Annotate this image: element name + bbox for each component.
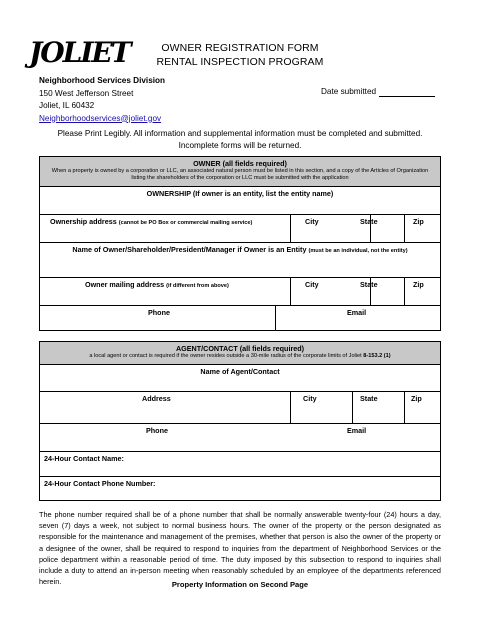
division-street: 150 West Jefferson Street — [39, 88, 134, 98]
agent-section — [39, 341, 441, 501]
agent-header — [40, 342, 440, 365]
ownership-city-label[interactable]: City — [305, 217, 319, 226]
owner-name-row[interactable] — [40, 243, 440, 278]
form-title: OWNER REGISTRATION FORM — [161, 42, 319, 54]
owner-name-label: Name of Owner/Shareholder/President/Manager if Owner is an Entity (must be an individual, not the entity) — [72, 245, 408, 254]
instructions-line2: Incomplete forms will be returned. — [178, 141, 302, 150]
owner-title: OWNER (all fields required) — [193, 159, 287, 168]
contact-phone-label: 24-Hour Contact Phone Number: — [44, 479, 156, 488]
division-name: Neighborhood Services Division — [39, 76, 166, 85]
owner-phone-row — [40, 306, 440, 331]
contact-name-row[interactable] — [40, 452, 440, 477]
division-email-link[interactable]: Neighborhoodservices@joliet.gov — [39, 113, 162, 123]
contact-phone-row[interactable] — [40, 477, 440, 501]
owner-section — [39, 156, 441, 331]
owner-header — [40, 157, 440, 187]
date-submitted-label: Date submitted — [321, 87, 377, 96]
form-subtitle: RENTAL INSPECTION PROGRAM — [156, 56, 324, 68]
owner-email-label[interactable]: Email — [347, 308, 367, 317]
agent-state-label[interactable]: State — [360, 394, 378, 403]
svg-text:JOLIET: JOLIET — [29, 36, 130, 69]
phone-requirement-paragraph: The phone number required shall be of a phone number that shall be normally answerable twenty-four (24) hours a day, seven (7) days a week, not subject to normal business hours. The owner of the property or the person designated as responsible for the maintenance and management of the premises, whether that person is also the owner of the property or a designee of the owner, shall be required to respond to inquiries from the department of Neighborhood Services or the police department within a reasonable period of time. The duty imposed by this subsection to respond to inquiries shall include a duty to attend an in-person meeting when reasonably scheduled by an employee of the departments referenced herein. — [39, 510, 441, 587]
ownership-label: OWNERSHIP (If owner is an entity, list the entity name) — [146, 189, 334, 198]
date-submitted-field[interactable] — [379, 96, 435, 97]
owner-mailing-city-label[interactable]: City — [305, 280, 319, 289]
ownership-address-label[interactable]: Ownership address (cannot be PO Box or commercial mailing service) — [50, 217, 253, 226]
agent-address-label[interactable]: Address — [142, 394, 171, 403]
agent-name-label: Name of Agent/Contact — [200, 367, 280, 376]
agent-name-row[interactable] — [40, 365, 440, 392]
instructions-line1: Please Print Legibly. All information and supplemental information must be completed and submitted. — [57, 129, 423, 138]
owner-note: When a property is owned by a corporation or LLC, an associated natural person must be listed in this section, and a copy of the Articles of Organization listing the shareholders of the corporation or LLC must be submitted with the application — [51, 168, 429, 182]
agent-city-label[interactable]: City — [303, 394, 317, 403]
agent-email-label[interactable]: Email — [347, 426, 367, 435]
division-block — [39, 75, 165, 125]
ownership-address-row — [40, 215, 440, 243]
agent-phone-row — [40, 424, 440, 452]
owner-phone-label[interactable]: Phone — [148, 308, 170, 317]
division-city: Joliet, IL 60432 — [39, 101, 95, 110]
agent-note: a local agent or contact is required if the owner resides outside a 30-mile radius of the corporate limits of Joliet 8-153.2 (1) — [89, 353, 391, 359]
owner-mailing-label[interactable]: Owner mailing address (if different from above) — [85, 280, 229, 289]
ownership-zip-label[interactable]: Zip — [413, 217, 424, 226]
agent-title: AGENT/CONTACT (all fields required) — [175, 344, 305, 353]
contact-name-label: 24-Hour Contact Name: — [44, 454, 124, 463]
owner-rows — [40, 187, 440, 367]
ownership-row[interactable] — [40, 187, 440, 215]
agent-phone-label[interactable]: Phone — [146, 426, 168, 435]
agent-zip-label[interactable]: Zip — [411, 394, 422, 403]
owner-mailing-zip-label[interactable]: Zip — [413, 280, 424, 289]
agent-address-row — [40, 392, 440, 424]
footer-note: Property Information on Second Page — [171, 580, 309, 589]
owner-mailing-row — [40, 278, 440, 306]
ownership-state-label[interactable]: State — [360, 217, 378, 226]
owner-mailing-state-label[interactable]: State — [360, 280, 378, 289]
